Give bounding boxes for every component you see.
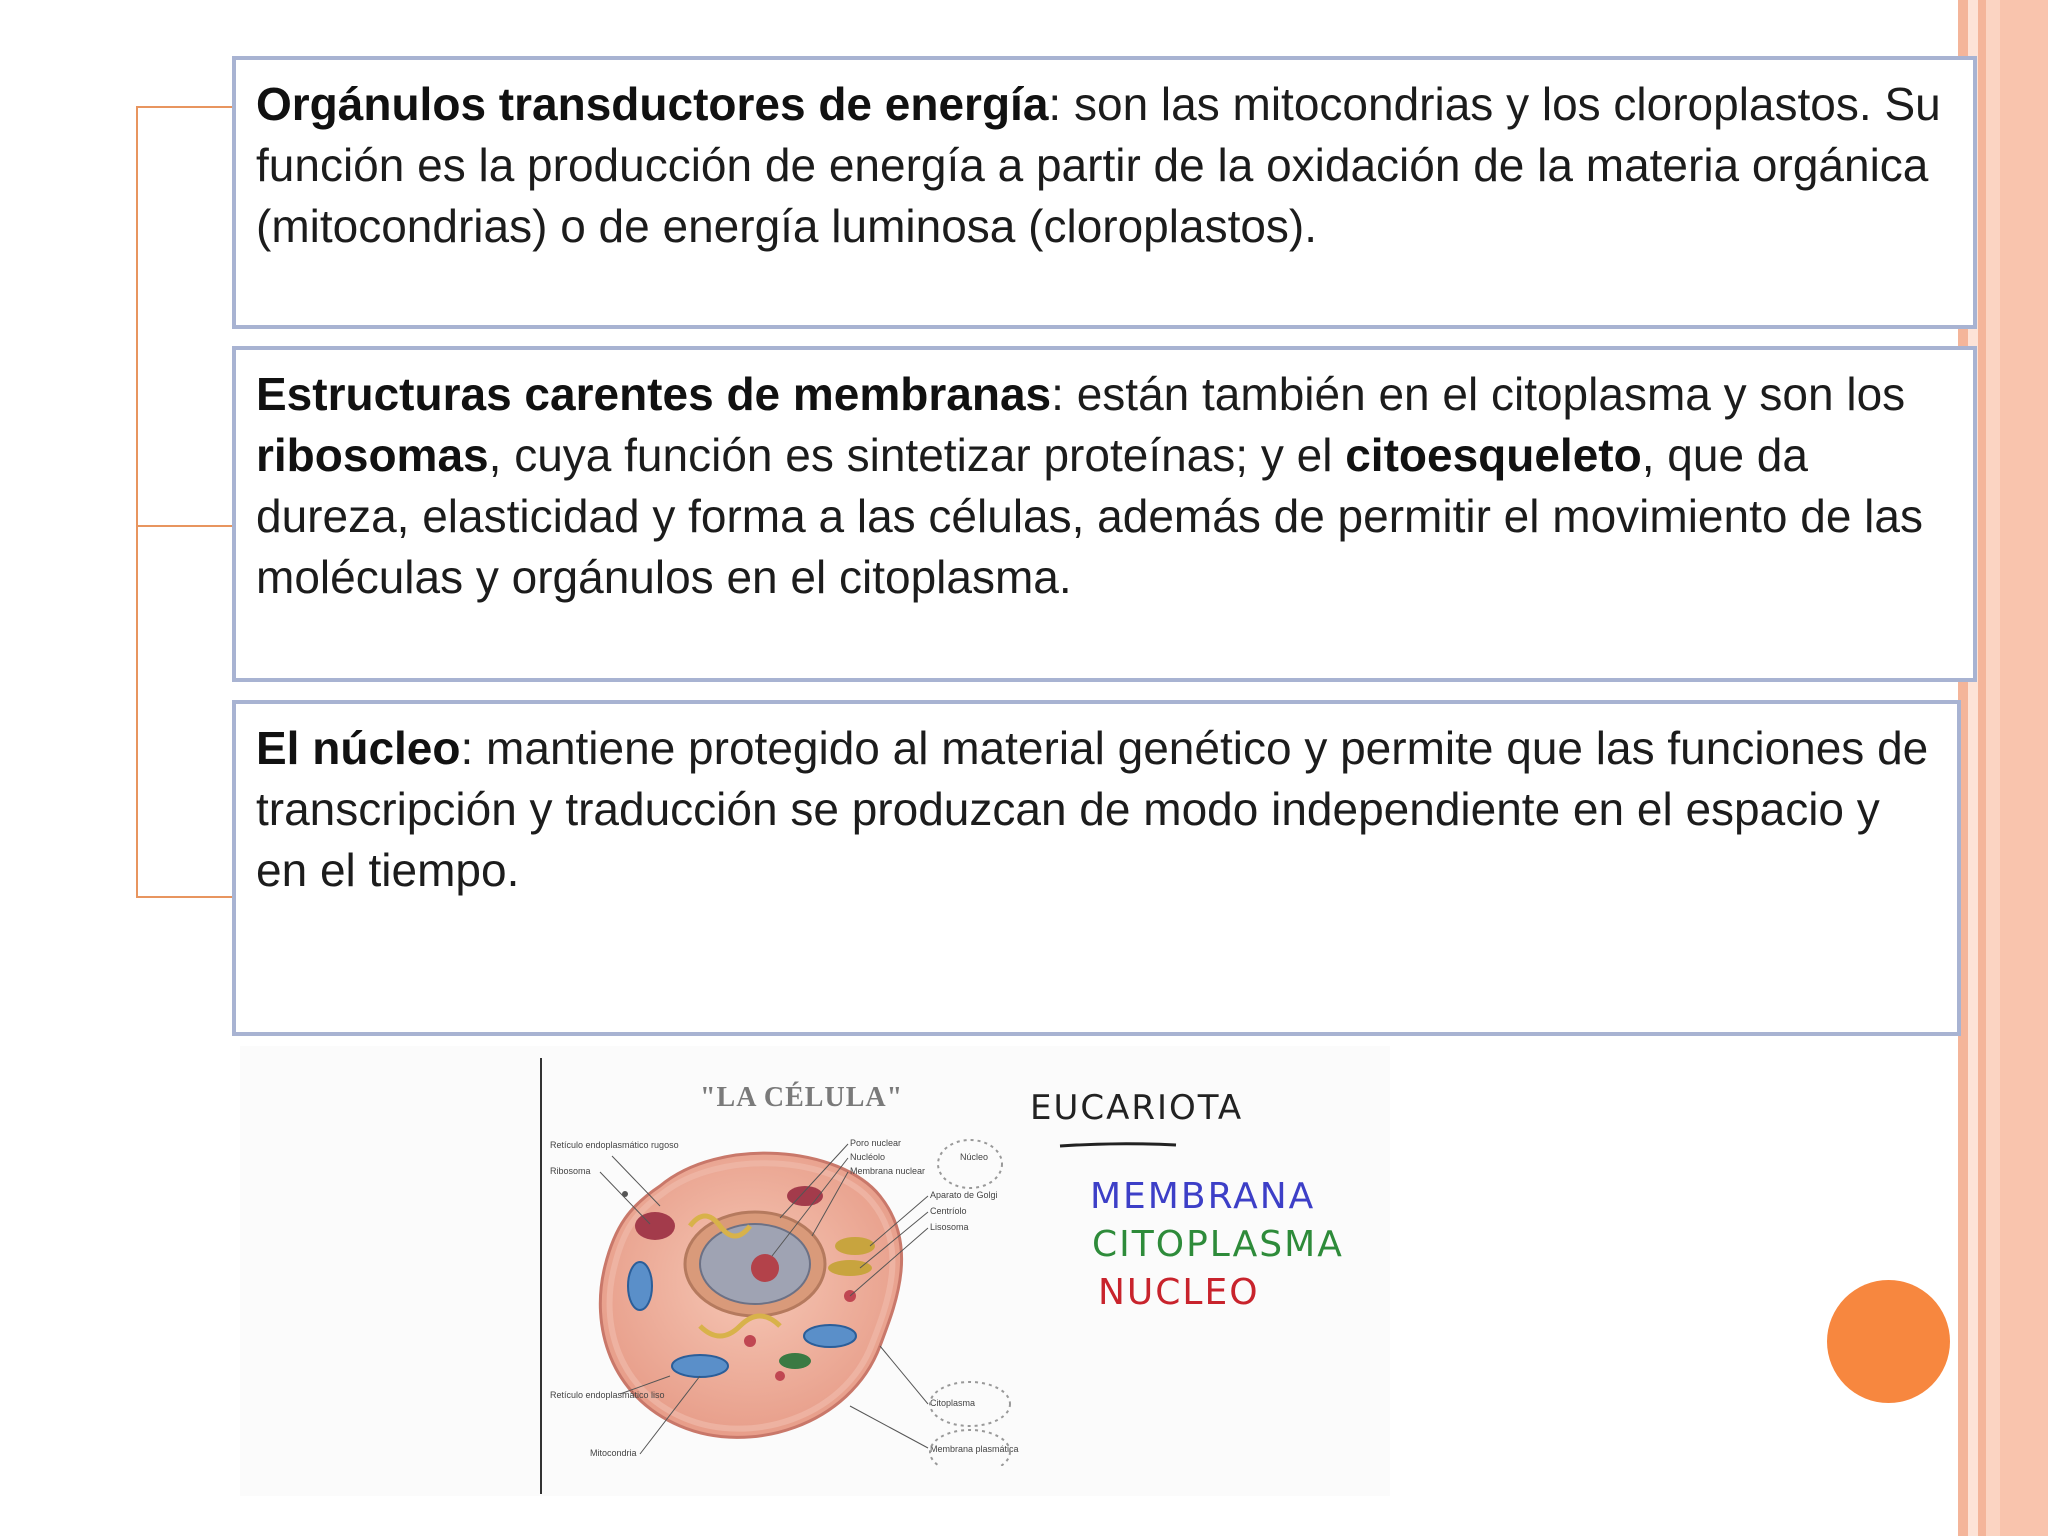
orange-circle-decoration: [1827, 1280, 1950, 1403]
label-ribosoma: Ribosoma: [550, 1166, 591, 1176]
text-box-energy-organelles: [232, 56, 1977, 329]
handwritten-citoplasma: CITOPLASMA: [1092, 1224, 1344, 1265]
box1-heading: Orgánulos transductores de energía: [256, 78, 1049, 130]
handwritten-nucleo: NUCLEO: [1098, 1272, 1260, 1313]
handwritten-underline: [1058, 1140, 1178, 1150]
box1-text: : son las mitocondrias y los cloroplastos. Su función es la producción de energía a partir de la oxidación de la materia orgánica (mitocondrias) o de energía luminosa (cloroplastos).: [256, 78, 1941, 252]
label-membrana-plasmatica: Membrana plasmática: [930, 1444, 1019, 1454]
box2-heading: Estructuras carentes de membranas: [256, 368, 1052, 420]
figure-divider-line: [540, 1058, 542, 1494]
label-poro: Poro nuclear: [850, 1138, 902, 1148]
box3-text: : mantiene protegido al material genético y permite que las funciones de transcripción y traducción se produzcan de modo independiente en el espacio y en el tiempo.: [256, 722, 1929, 896]
label-membrana-nuclear: Membrana nuclear: [850, 1166, 926, 1176]
cell-diagram-image: [240, 1046, 1390, 1496]
label-golgi: Aparato de Golgi: [930, 1190, 998, 1200]
text-box-nucleus: [232, 700, 1961, 1036]
box2-citoesqueleto: citoesqueleto: [1345, 429, 1642, 481]
box2-text-b: , cuya función es sintetizar proteínas; y el: [488, 429, 1346, 481]
label-rer: Retículo endoplasmático rugoso: [550, 1140, 679, 1150]
bracket-connector-3: [136, 896, 232, 898]
box2-text-a: : están también en el citoplasma y son los: [1051, 368, 1906, 420]
bracket-connector-2: [136, 525, 232, 527]
handwritten-eucariota: EUCARIOTA: [1030, 1088, 1244, 1128]
label-rel: Retículo endoplasmático liso: [550, 1390, 665, 1400]
box2-text-c: , que da dureza, elasticidad y forma a las células, además de permitir el movimiento de las moléculas y orgánulos en el citoplasma.: [256, 429, 1923, 603]
handwritten-membrana: MEMBRANA: [1090, 1176, 1316, 1217]
animal-cell-illustration: [550, 1136, 1070, 1466]
box3-heading: El núcleo: [256, 722, 461, 774]
label-citoplasma: Citoplasma: [930, 1398, 976, 1408]
label-nucleolo: Nucléolo: [850, 1152, 886, 1162]
label-mitocondria: Mitocondria: [590, 1448, 637, 1458]
label-lisosoma: Lisosoma: [930, 1222, 969, 1232]
box2-ribosomas: ribosomas: [256, 429, 489, 481]
text-box-membraneless-structures: [232, 346, 1977, 682]
label-centriolo: Centríolo: [930, 1206, 967, 1216]
figure-title: "LA CÉLULA": [700, 1082, 904, 1113]
label-nucleo: Núcleo: [960, 1152, 989, 1162]
bracket-connector-1: [136, 106, 232, 108]
bracket-connector-vertical: [136, 106, 138, 898]
